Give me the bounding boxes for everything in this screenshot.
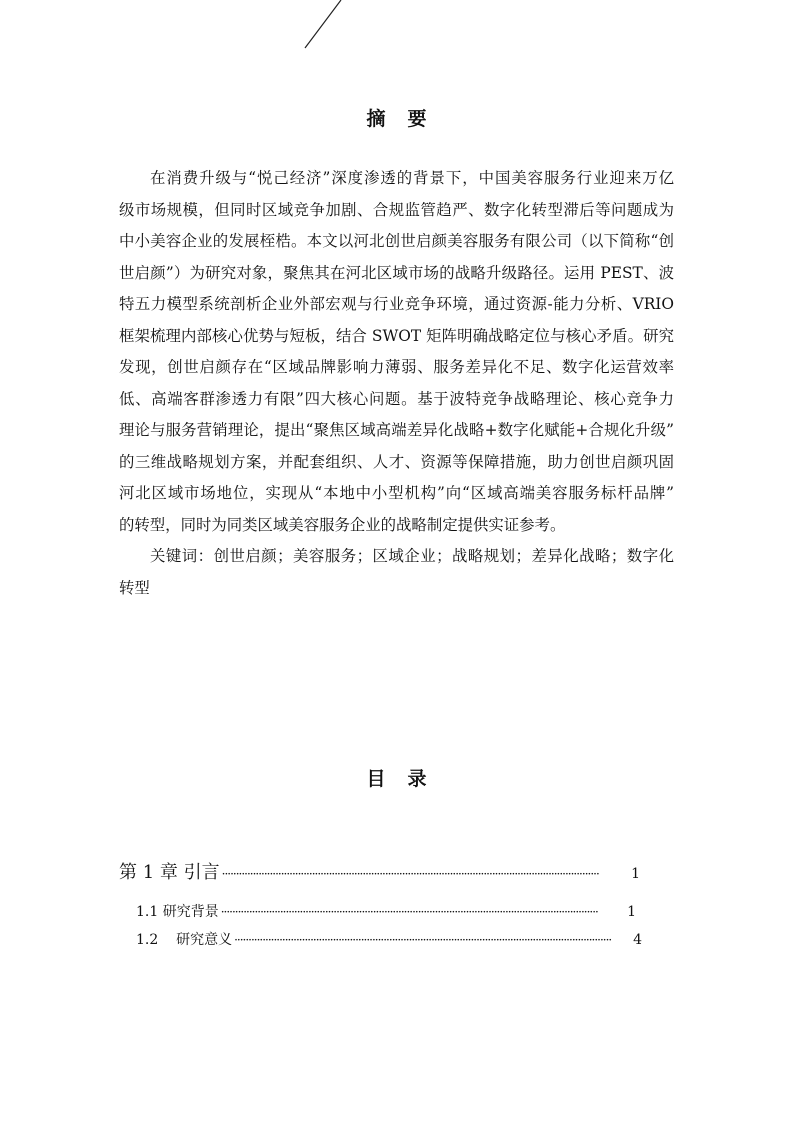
abstract-title-char-1: 摘 (366, 108, 386, 130)
abstract-line: 河北区域市场地位，实现从“本地中小型机构”向“区域高端美容服务标杆品牌” (119, 484, 674, 502)
toc-entry-1-1[interactable] (136, 901, 636, 921)
abstract-line: 中小美容企业的发展桎梏。本文以河北创世启颜美容服务有限公司（以下简称“创 (119, 232, 674, 250)
toc-title (0, 764, 793, 791)
toc-entry-label: 1.1 研究背景 (136, 904, 219, 920)
toc-entry-1-2[interactable] (136, 929, 642, 949)
toc-entry-page: 4 (633, 932, 642, 948)
abstract-line: 级市场规模，但同时区域竞争加剧、合规监管趋严、数字化转型滞后等问题成为 (119, 200, 674, 219)
abstract-line: 特五力模型系统剖析企业外部宏观与行业竞争环境，通过资源-能力分析、VRIO (119, 295, 674, 313)
toc-entry-chapter-1[interactable] (119, 858, 640, 884)
abstract-title (0, 104, 793, 131)
toc-title-char-1: 目 (366, 768, 386, 790)
keywords-line: 关键词：创世启颜；美容服务；区域企业；战略规划；差异化战略；数字化 (150, 547, 674, 565)
abstract-line: 框架梳理内部核心优势与短板，结合 SWOT 矩阵明确战略定位与核心矛盾。研究 (119, 326, 674, 345)
toc-entry-label: 第 1 章 引言 (119, 862, 220, 883)
abstract-body (119, 163, 674, 604)
abstract-line: 在消费升级与“悦己经济”深度渗透的背景下，中国美容服务行业迎来万亿 (150, 169, 674, 187)
toc-entry-page: 1 (627, 904, 636, 920)
abstract-line: 低、高端客群渗透力有限”四大核心问题。基于波特竞争战略理论、核心竞争力 (119, 389, 674, 408)
toc-leader-dots (234, 932, 631, 948)
toc-entry-label: 1.2 研究意义 (136, 932, 233, 948)
toc-title-char-2: 录 (407, 768, 427, 790)
toc-leader-dots (221, 904, 625, 920)
keywords-line: 转型 (119, 578, 150, 597)
decorative-slash-line (0, 0, 793, 60)
abstract-title-char-2: 要 (407, 108, 427, 130)
abstract-line: 的三维战略规划方案，并配套组织、人才、资源等保障措施，助力创世启颜巩固 (119, 452, 674, 471)
abstract-line: 理论与服务营销理论，提出“聚焦区域高端差异化战略+数字化赋能+合规化升级” (119, 421, 674, 439)
abstract-line: 发现，创世启颜存在“区域品牌影响力薄弱、服务差异化不足、数字化运营效率 (119, 358, 674, 376)
toc-leader-dots (222, 862, 629, 883)
abstract-line: 世启颜”）为研究对象，聚焦其在河北区域市场的战略升级路径。运用 PEST、波 (119, 263, 674, 282)
abstract-line: 的转型，同时为同类区域美容服务企业的战略制定提供实证参考。 (119, 515, 566, 534)
toc-entry-page: 1 (631, 866, 640, 882)
